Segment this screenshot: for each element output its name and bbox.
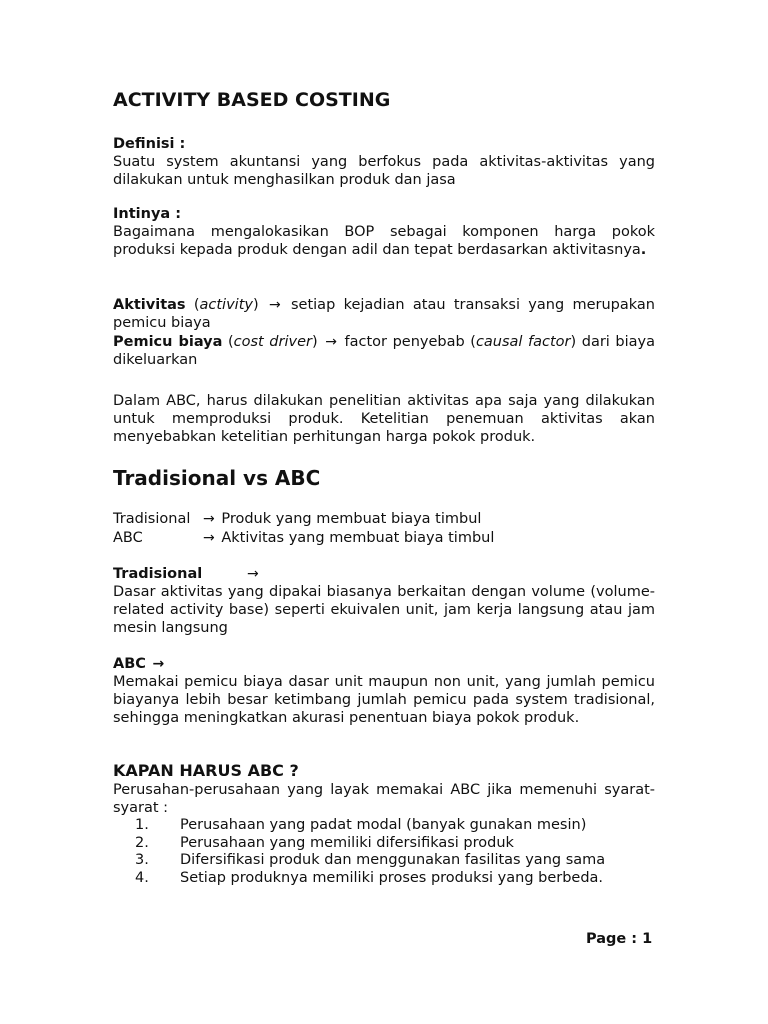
list-item-text: Setiap produknya memiliki proses produksi yang berbeda. [180,869,604,886]
definisi-heading: Definisi : [113,136,186,152]
list-item-text: Difersifikasi produk dan menggunakan fasilitas yang sama [180,852,606,868]
tradvs-row-label: Tradisional [113,511,191,527]
page-number: Page : 1 [586,931,653,947]
pemicu-paren-close: ) [311,334,318,350]
definisi-section [113,136,655,189]
kapan-heading: KAPAN HARUS ABC ? [113,761,299,780]
arrow-right-icon: → [203,511,215,527]
pemicu-term: Pemicu biaya [113,334,223,350]
tradvs-row-2 [113,529,655,547]
list-item [113,870,655,888]
aktivitas-italic: activity [199,297,253,313]
tradisional-section [113,565,655,637]
abc-text: Memakai pemicu biaya dasar unit maupun non unit, yang jumlah pemicu biayanya lebih besar ketimbang jumlah pemicu pada system tradisional, sehingga meningkatkan akurasi penentuan biaya pokok produk. [113,674,655,726]
document-title: ACTIVITY BASED COSTING [113,89,391,111]
pemicu-def-b: ) dari biaya dikeluarkan [113,334,655,368]
list-item-text: Perusahaan yang memiliki difersifikasi produk [180,834,514,851]
list-item [113,852,655,870]
aktivitas-paren-open: ( [185,297,200,313]
tradvs-row-text: Aktivitas yang membuat biaya timbul [221,530,495,546]
intinya-heading: Intinya : [113,206,182,222]
tradisional-text: Dasar aktivitas yang dipakai biasanya berkaitan dengan volume (volume-related activity base) seperti ekuivalen unit, jam kerja langsung atau jam mesin langsung [113,584,655,636]
aktivitas-def-text: setiap kejadian atau transaksi yang merupakan pemicu biaya [113,297,655,331]
intinya-text: Bagaimana mengalokasikan BOP sebagai komponen harga pokok produksi kepada produk dengan adil dan tepat berdasarkan aktivitasnya [113,224,655,258]
tradvs-heading: Tradisional vs ABC [113,466,321,490]
pemicu-italic: cost driver [233,334,312,350]
list-item [113,817,655,835]
pemicu-def-a: factor penyebab ( [338,334,476,350]
pemicu-def-italic: causal factor [475,334,571,350]
kapan-list [113,817,655,887]
tradvs-row-label: ABC [113,530,143,546]
list-item-number: 4. [135,869,149,886]
tradvs-row-1 [113,510,655,528]
tradvs-row-text: Produk yang membuat biaya timbul [221,511,482,527]
list-item-number: 3. [135,852,149,868]
pemicu-paren-open: ( [222,334,234,350]
abc-section [113,655,655,727]
intinya-paragraph [113,223,655,259]
dalam-abc-paragraph: Dalam ABC, harus dilakukan penelitian aktivitas apa saja yang dilakukan untuk memproduksi produk. Ketelitian penemuan aktivitas akan menyebabkan ketelitian perhitungan harga pokok produk. [113,393,655,445]
pemicu-definition [113,333,655,369]
definisi-text: Suatu system akuntansi yang berfokus pada aktivitas-aktivitas yang dilakukan untuk menghasilkan produk dan jasa [113,154,655,188]
intinya-section [113,206,655,259]
abc-heading: ABC [113,656,146,672]
list-item [113,835,655,853]
aktivitas-term: Aktivitas [113,297,186,313]
list-item-number: 2. [135,834,149,851]
intinya-end: . [640,242,647,258]
list-item-number: 1. [135,817,149,833]
aktivitas-definition [113,296,655,332]
arrow-right-icon: → [152,656,165,672]
arrow-right-icon: → [325,334,337,350]
kapan-intro: Perusahan-perusahaan yang layak memakai ABC jika memenuhi syarat-syarat : [113,782,655,816]
arrow-right-icon: → [247,566,259,582]
aktivitas-paren-close: ) [252,297,259,313]
arrow-right-icon: → [268,297,281,313]
list-item-text: Perusahaan yang padat modal (banyak gunakan mesin) [180,817,587,833]
tradisional-heading: Tradisional [113,566,203,582]
arrow-right-icon: → [203,530,215,546]
